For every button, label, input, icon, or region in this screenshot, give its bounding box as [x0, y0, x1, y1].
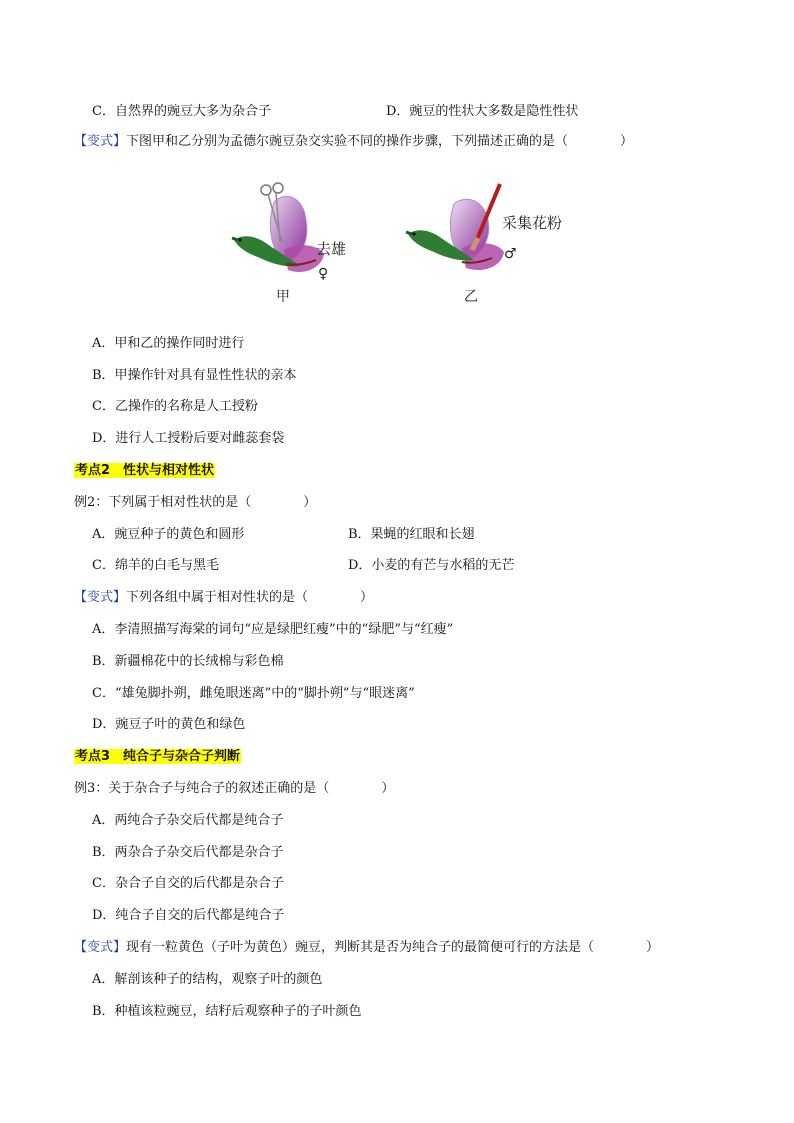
option-c: C．杂合子自交的后代都是杂合子	[92, 876, 284, 891]
emasculation-label: 去雄	[316, 240, 347, 258]
example-question: 例2：下列属于相对性状的是（ ）	[74, 495, 317, 510]
option-c: C．乙操作的名称是人工授粉	[92, 399, 258, 414]
option-a: A．解剖该种子的结构，观察子叶的颜色	[92, 972, 323, 987]
variant-stem: 现有一粒黄色（子叶为黄色）豌豆，判断其是否为纯合子的最简便可行的方法是（ ）	[126, 940, 660, 955]
option-b: B．果蝇的红眼和长翅	[348, 527, 475, 542]
option-d: D．进行人工授粉后要对雌蕊套袋	[92, 431, 285, 446]
section-heading-text: 考点3 纯合子与杂合子判断	[75, 749, 241, 764]
example-question: 例3：关于杂合子与纯合子的叙述正确的是（ ）	[74, 781, 395, 796]
variant-question	[74, 590, 373, 606]
variant-tag: 【变式】	[74, 134, 127, 149]
section-heading	[74, 463, 215, 479]
option-c: C．“雄兔脚扑朔，雌兔眼迷离”中的“脚扑朔”与“眼迷离”	[92, 686, 415, 701]
figure-caption-yi: 乙	[464, 289, 478, 305]
option-a: A．李清照描写海棠的词句“应是绿肥红瘦”中的“绿肥”与“红瘦”	[92, 622, 454, 637]
variant-stem: 下图甲和乙分别为孟德尔豌豆杂交实验不同的操作步骤，下列描述正确的是（ ）	[126, 134, 634, 149]
flower-with-brush-illustration	[404, 180, 524, 300]
variant-question	[74, 134, 633, 150]
variant-question	[74, 940, 659, 956]
female-symbol: ♀	[318, 266, 329, 282]
figure-emasculation	[226, 180, 366, 305]
option-d: D．豌豆子叶的黄色和绿色	[92, 717, 246, 732]
option-d: D．豌豆的性状大多数是隐性性状	[386, 104, 579, 119]
option-a: A．甲和乙的操作同时进行	[92, 336, 245, 351]
figure-caption-jia: 甲	[276, 289, 290, 305]
pollen-collection-label: 采集花粉	[502, 214, 563, 232]
variant-stem: 下列各组中属于相对性状的是（ ）	[126, 590, 374, 605]
option-c: C．绵羊的白毛与黑毛	[92, 558, 219, 573]
male-symbol: ♂	[504, 246, 517, 262]
option-b: B．新疆棉花中的长绒棉与彩色棉	[92, 654, 284, 669]
option-b: B．甲操作针对具有显性性状的亲本	[92, 368, 297, 383]
option-c: C．自然界的豌豆大多为杂合子	[92, 104, 271, 119]
section-heading-text: 考点2 性状与相对性状	[75, 463, 215, 478]
option-d: D．小麦的有芒与水稻的无芒	[348, 558, 515, 573]
figure-pollen-collection	[404, 180, 584, 305]
option-a: A．两纯合子杂交后代都是纯合子	[92, 813, 284, 828]
option-b: B．种植该粒豌豆，结籽后观察种子的子叶颜色	[92, 1004, 362, 1019]
option-a: A．豌豆种子的黄色和圆形	[92, 527, 245, 542]
variant-tag: 【变式】	[74, 590, 127, 605]
variant-tag: 【变式】	[74, 940, 127, 955]
option-d: D．纯合子自交的后代都是纯合子	[92, 908, 285, 923]
section-heading	[74, 749, 241, 765]
option-b: B．两杂合子杂交后代都是杂合子	[92, 845, 284, 860]
